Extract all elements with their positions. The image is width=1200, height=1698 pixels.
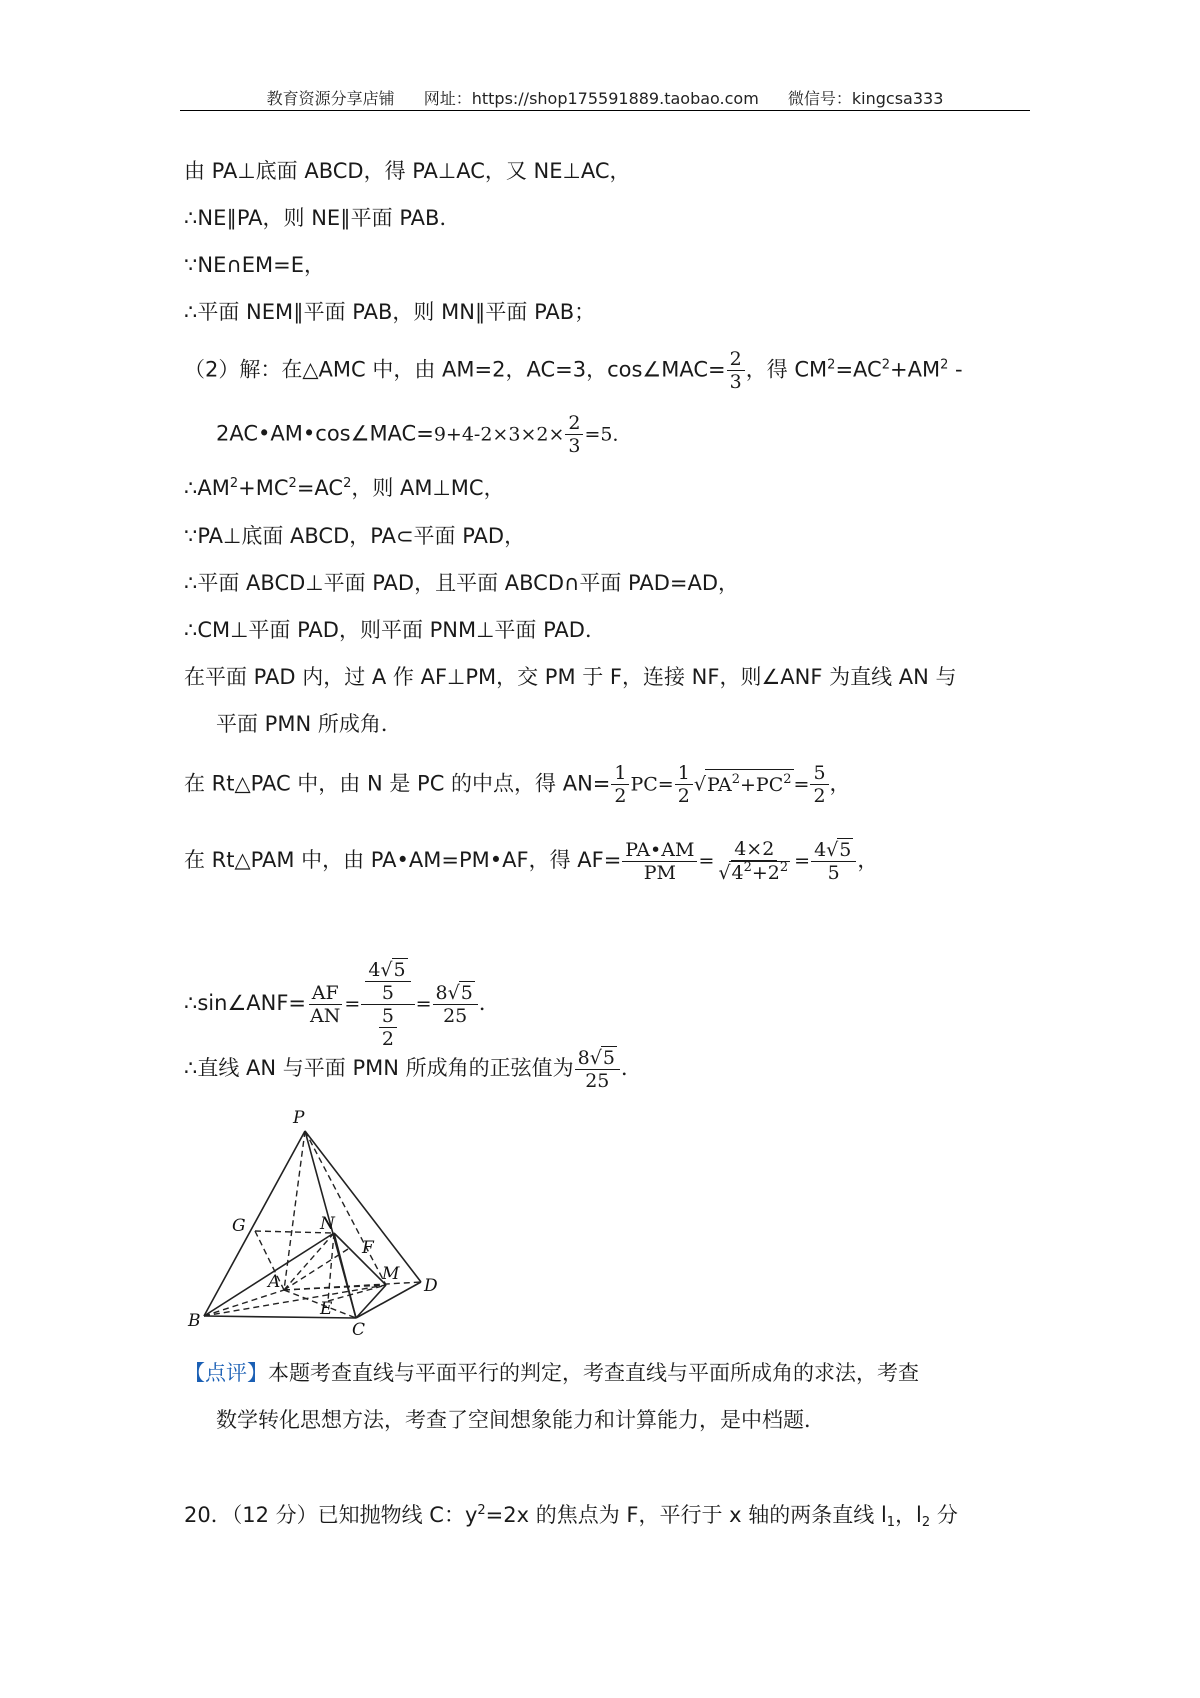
sqrt-sign: √ [693,773,706,796]
superscript: 2 [288,476,297,491]
superscript: 2 [343,476,352,491]
fraction-af [622,839,697,884]
numerator: 8√5 [575,1046,620,1070]
header-rule [180,110,1030,111]
numerator: 8√5 [433,981,478,1005]
numerator: 5 [379,1005,397,1028]
sqrt-radicand: $4^2+2^2$ [731,860,789,884]
solution-line-4: ∴平面 NEM∥平面 PAB，则 MN∥平面 PAB； [184,300,596,324]
text: 在 Rt△PAC 中，由 N 是 PC 的中点，得 AN= [184,771,611,796]
denominator: AN [310,1004,341,1027]
superscript: 2 [827,357,836,373]
comment-text: 本题考查直线与平面平行的判定，考查直线与平面所成角的求法，考查 [268,1361,919,1385]
sqrt-radicand: 5 [460,982,473,1004]
expression: = [344,993,361,1015]
expression: PC= [630,773,674,796]
solution-line-7 [184,473,505,503]
text: ，l [895,1503,922,1527]
comment-tag: 【点评】 [184,1361,268,1385]
expression: =5． [584,423,632,446]
fraction-4sqrt5-over-5 [365,958,410,1004]
text: - [948,357,963,382]
solution-line-6 [216,412,631,457]
denominator: 25 [585,1070,610,1092]
denominator: 2 [614,785,627,807]
text: +MC [238,476,289,500]
text: ． [478,991,500,1015]
numerator: 1 [611,762,629,785]
solution-line-9: ∴平面 ABCD⊥平面 PAD，且平面 ABCD∩平面 PAD=AD， [184,571,740,595]
fraction-4sqrt5-over-5 [811,838,856,884]
solution-line-16 [184,1046,642,1092]
solution-line-1: 由 PA⊥底面 ABCD，得 PA⊥AC，又 NE⊥AC， [184,159,631,183]
text: ，得 CM [745,357,828,382]
expression: = [415,993,432,1015]
fraction-8sqrt5-over-25 [575,1046,620,1092]
text: =AC [835,357,882,382]
label-e: E [320,1299,333,1319]
solution-line-12: 平面 PMN 所成角． [216,712,402,736]
numerator: 4√5 [365,958,410,982]
text: （2）解：在△AMC 中，由 AM=2，AC=3，cos∠MAC= [184,357,726,382]
text: +AM [890,357,941,382]
text: 4 [368,959,381,981]
expression: = [698,850,715,872]
numerator: 1 [675,762,693,785]
question-20 [184,1500,958,1530]
fraction-one-half [611,762,629,807]
solution-line-8: ∵PA⊥底面 ABCD，PA⊂平面 PAD， [184,524,526,548]
label-p: P [293,1108,305,1128]
comment-line-1 [184,1358,919,1388]
text: PA [706,773,732,796]
shop-url: 网址：https://shop175591889.taobao.com [423,89,759,108]
label-m: M [382,1264,400,1284]
numerator: AF [309,982,342,1005]
superscript: 2 [743,860,752,875]
text: 4 [731,862,744,884]
denominator: 25 [443,1005,468,1027]
label-d: D [424,1276,438,1296]
fraction-two-thirds [727,348,745,393]
text: 2AC•AM•cos∠MAC= [216,421,434,446]
numerator: 2 [727,348,745,371]
sqrt-radicand: 5 [393,959,406,981]
solution-line-10: ∴CM⊥平面 PAD，则平面 PNM⊥平面 PAD． [184,618,606,642]
superscript: 2 [229,476,239,491]
wechat-id: 微信号：kingcsa333 [787,89,944,108]
text: ∴AM [184,476,230,500]
denominator [375,1005,401,1050]
solution-line-14 [184,838,878,884]
numerator: PA•AM [622,839,697,862]
numerator: 4√5 [811,838,856,862]
label-f: F [362,1238,374,1258]
expression: = [793,773,810,796]
text: ∴直线 AN 与平面 PMN 所成角的正弦值为 [184,1056,574,1080]
fraction-five-halves [379,1005,397,1050]
text: ， [857,848,879,872]
sqrt-radicand [705,769,794,800]
label-g: G [232,1216,246,1236]
superscript: 2 [783,771,792,787]
text: ，则 AM⊥MC， [351,476,505,500]
numerator: 5 [810,762,828,785]
denominator: 2 [381,1028,394,1050]
text: 4 [814,839,827,861]
complex-fraction [361,958,414,1050]
text: ， [829,771,851,796]
solution-line-15 [184,958,500,1050]
fraction-8sqrt5-over-25 [433,981,478,1027]
superscript: 2 [731,771,740,787]
text: 2 [767,862,780,884]
numerator: 2 [565,412,583,435]
superscript: 2 [881,357,890,373]
text: =2x 的焦点为 F，平行于 x 轴的两条直线 l [485,1503,887,1527]
text: ∴sin∠ANF= [184,991,307,1015]
label-b: B [188,1311,201,1331]
superscript: 2 [477,1503,486,1518]
denominator: 5 [381,982,394,1004]
text: =AC [296,476,344,500]
text: 8 [577,1047,590,1069]
denominator: 5 [827,862,840,884]
fraction-one-half [675,762,693,807]
fraction-two-thirds [565,412,583,457]
text: 在 Rt△PAM 中，由 PA•AM=PM•AF，得 AF= [184,848,622,872]
denominator: 2 [677,785,690,807]
denominator [715,861,793,884]
solution-line-5 [184,348,963,393]
text: ． [620,1056,642,1080]
label-c: C [352,1320,366,1335]
superscript: 2 [940,357,949,373]
solution-line-3: ∵NE∩EM=E， [184,253,325,277]
numerator: 4×2 [731,838,777,861]
denominator: 3 [729,371,742,393]
denominator: PM [643,861,676,884]
solution-line-11: 在平面 PAD 内，过 A 作 AF⊥PM，交 PM 于 F，连接 NF，则∠ANF 为直线 AN 与 [184,665,957,689]
label-a: A [268,1272,281,1292]
expression: = [794,850,811,872]
shop-name: 教育资源分享店铺 [266,89,395,108]
numerator [361,958,414,1005]
label-n: N [320,1214,335,1234]
fraction-af-value [715,838,793,884]
subscript: 1 [886,1515,896,1530]
comment-line-2: 数学转化思想方法，考查了空间想象能力和计算能力，是中档题． [216,1408,825,1432]
solution-line-2: ∴NE∥PA，则 NE∥平面 PAB． [184,206,461,230]
expression: 9+4-2×3×2× [433,423,565,446]
denominator: 3 [568,435,581,457]
denominator: 2 [813,785,826,807]
text: 20．（12 分）已知抛物线 C：y [184,1503,478,1527]
page-header [180,86,1030,109]
text: +PC [739,773,784,796]
superscript: 2 [779,860,789,875]
text: 8 [435,982,448,1004]
fraction-af-an [307,982,343,1027]
pyramid-figure [180,1105,460,1335]
sqrt-radicand: 5 [839,839,852,861]
solution-line-13 [184,762,851,807]
sqrt-radicand: 5 [602,1047,615,1069]
subscript: 2 [921,1515,931,1530]
sqrt-sign: √ [718,862,731,884]
fraction-five-halves [810,762,828,807]
text: 分 [930,1503,958,1527]
